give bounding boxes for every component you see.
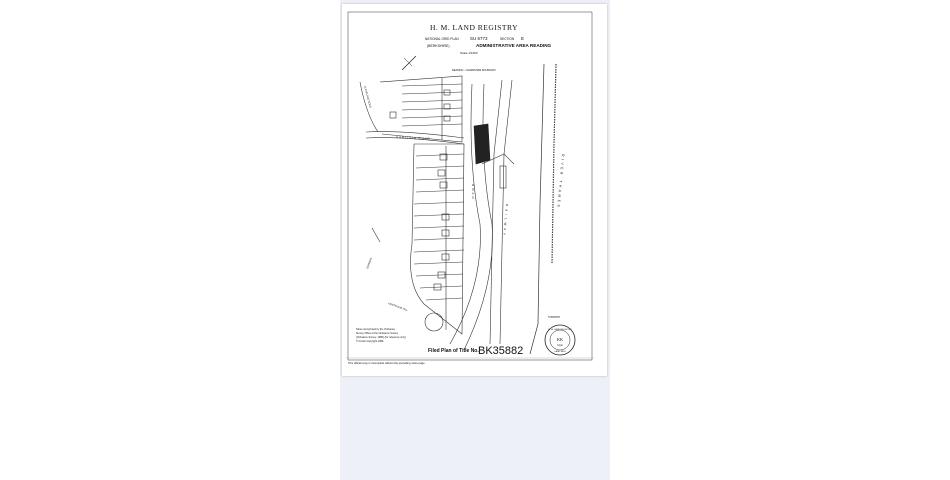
left-street-label: CLEVELAND ROAD xyxy=(363,85,372,109)
carlisle-road-label: CARLISLE ROAD xyxy=(395,135,431,141)
document-page xyxy=(342,4,607,376)
lower-road-label: KENTWOOD HILL xyxy=(387,302,409,313)
railway-label: RAILWAY xyxy=(502,203,509,239)
copyright-line-2: Survey Office of the Ordnance Survey xyxy=(356,332,399,335)
south-street-label: DOWSON xyxy=(366,257,373,270)
section-label: SECTION xyxy=(500,37,515,41)
stamp-ring-text: H. M. LAND REGISTRY xyxy=(548,329,572,331)
section-value: E xyxy=(521,36,525,41)
stamp-center: KK xyxy=(556,337,564,342)
hatched-plot xyxy=(474,124,490,164)
roundabout xyxy=(425,313,443,331)
scale-label: Scale 1/1250 xyxy=(460,51,478,55)
stamp-date: 3 Jan xyxy=(557,344,563,347)
footer-note: This official copy is incomplete without the preceding notes page. xyxy=(348,362,426,365)
main-road xyxy=(450,84,480,344)
grid-plan-value: SU 6773 xyxy=(470,36,488,41)
river-thames-label: RIVER THAMES xyxy=(556,153,565,210)
grid-plan-label: NATIONAL GRID PLAN xyxy=(425,37,459,41)
stamp-office: LAND REG xyxy=(554,351,566,353)
admin-area-label: ADMINISTRATIVE AREA READING xyxy=(476,43,552,48)
county-label: (BERKSHIRE) xyxy=(427,44,450,48)
railway-line xyxy=(490,80,502,344)
river-bank-east xyxy=(552,64,556,264)
registry-title: H. M. LAND REGISTRY xyxy=(429,23,519,32)
land-registry-stamp xyxy=(545,325,575,355)
towpath-label: TOWPATH xyxy=(548,316,561,319)
river-bank-west xyxy=(530,64,544,354)
boundary-note: READING - CAVERSHAM BOUNDARY xyxy=(452,69,497,72)
filed-plan-map xyxy=(342,4,607,376)
road-label-vertical: ROAD xyxy=(471,184,475,201)
title-number: BK35882 xyxy=(478,345,524,357)
copyright-line-4: © Crown Copyright 1986 xyxy=(356,340,384,343)
copyright-line-1: Taken and printed by the Ordnance xyxy=(356,328,396,331)
buildings xyxy=(390,90,450,290)
copyright-line-3: (Ordnance Survey, 1986) (for reference only) xyxy=(356,336,406,339)
filed-plan-label: Filed Plan of Title No. xyxy=(428,348,479,354)
property-plots xyxy=(380,76,464,334)
